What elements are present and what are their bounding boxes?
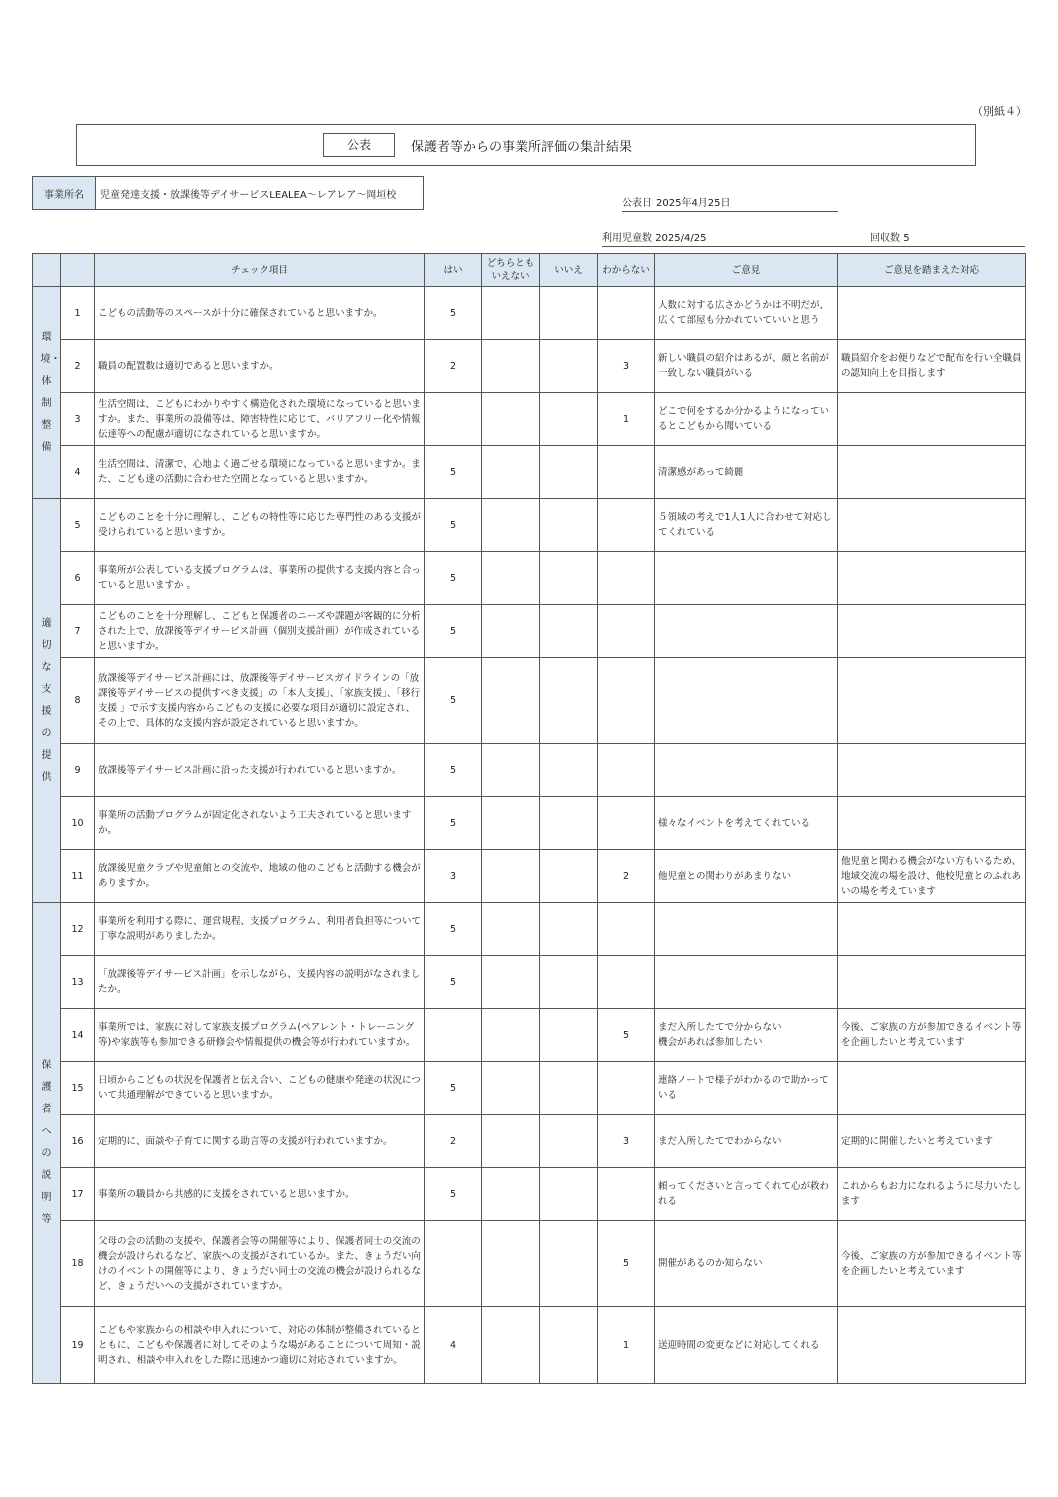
row-yes: 2 — [425, 1115, 482, 1168]
table-row — [33, 850, 1026, 903]
row-yes: 5 — [425, 658, 482, 744]
row-item-text: こどものことを十分理解し、こどもと保護者のニーズや課題が客観的に分析された上で、放課後等デイサービス計画（個別支援計画）が作成されていると思いますか。 — [95, 605, 425, 658]
row-unknown — [598, 1168, 655, 1221]
header-opinion: ご意見 — [655, 254, 838, 287]
row-number: 4 — [61, 446, 95, 499]
row-no — [540, 956, 598, 1009]
row-neither — [482, 1168, 540, 1221]
row-response — [838, 393, 1026, 446]
row-unknown — [598, 903, 655, 956]
row-item-text: 定期的に、面談や子育てに関する助言等の支援が行われていますか。 — [95, 1115, 425, 1168]
row-response — [838, 1307, 1026, 1384]
row-response — [838, 446, 1026, 499]
row-neither — [482, 446, 540, 499]
row-neither — [482, 956, 540, 1009]
row-number: 9 — [61, 744, 95, 797]
table-row — [33, 956, 1026, 1009]
row-neither — [482, 1062, 540, 1115]
row-number: 2 — [61, 340, 95, 393]
table-row — [33, 1062, 1026, 1115]
table-row — [33, 744, 1026, 797]
header-item: チェック項目 — [95, 254, 425, 287]
row-item-text: 事業所を利用する際に、運営規程、支援プログラム、利用者負担等について丁寧な説明がありましたか。 — [95, 903, 425, 956]
row-unknown: 1 — [598, 1307, 655, 1384]
row-yes: 5 — [425, 499, 482, 552]
row-number: 5 — [61, 499, 95, 552]
row-yes: 5 — [425, 956, 482, 1009]
row-no — [540, 797, 598, 850]
row-opinion — [655, 605, 838, 658]
children-label: 利用児童数 — [602, 233, 652, 244]
row-number: 18 — [61, 1221, 95, 1307]
row-unknown — [598, 605, 655, 658]
row-opinion: 開催があるのか知らない — [655, 1221, 838, 1307]
publish-date-line — [622, 194, 838, 212]
row-opinion: ５領域の考えで1人1人に合わせて対応してくれている — [655, 499, 838, 552]
header-no: いいえ — [540, 254, 598, 287]
appendix-note: （別紙４） — [972, 105, 1027, 118]
row-response: 職員紹介をお便りなどで配布を行い全職員の認知向上を目指します — [838, 340, 1026, 393]
row-unknown — [598, 552, 655, 605]
row-item-text: 事業所では、家族に対して家族支援プログラム(ペアレント・トレーニング等)や家族等も参加できる研修会や情報提供の機会等が行われていますか。 — [95, 1009, 425, 1062]
publish-date-value: 2025年4月25日 — [656, 198, 731, 209]
table-row — [33, 287, 1026, 340]
row-yes: 5 — [425, 1168, 482, 1221]
row-response — [838, 797, 1026, 850]
row-yes: 5 — [425, 744, 482, 797]
row-unknown: 5 — [598, 1009, 655, 1062]
row-opinion — [655, 956, 838, 1009]
header-row — [33, 254, 1026, 287]
row-opinion: 頼ってくださいと言ってくれて心が救われる — [655, 1168, 838, 1221]
row-yes — [425, 1221, 482, 1307]
header-number — [61, 254, 95, 287]
row-response — [838, 658, 1026, 744]
row-item-text: 事業所が公表している支援プログラムは、事業所の提供する支援内容と合っていると思いますか 。 — [95, 552, 425, 605]
row-number: 10 — [61, 797, 95, 850]
row-no — [540, 1115, 598, 1168]
row-unknown — [598, 744, 655, 797]
table-body — [33, 287, 1026, 1384]
table-row — [33, 446, 1026, 499]
row-neither — [482, 658, 540, 744]
row-unknown — [598, 658, 655, 744]
row-response — [838, 903, 1026, 956]
row-item-text: こどもや家族からの相談や申入れについて、対応の体制が整備されているとともに、こどもや保護者に対してそのような場があることについて周知・説明され、相談や申入れをした際に迅速かつ適切に対応されていますか。 — [95, 1307, 425, 1384]
row-unknown — [598, 499, 655, 552]
row-item-text: 職員の配置数は適切であると思いますか。 — [95, 340, 425, 393]
children-value: 2025/4/25 — [655, 233, 707, 244]
row-neither — [482, 1221, 540, 1307]
row-yes: 5 — [425, 1062, 482, 1115]
row-response: 今後、ご家族の方が参加できるイベント等を企画したいと考えています — [838, 1009, 1026, 1062]
category-cell — [33, 287, 61, 499]
row-response: これからもお力になれるように尽力いたします — [838, 1168, 1026, 1221]
row-number: 6 — [61, 552, 95, 605]
table-row — [33, 1009, 1026, 1062]
table-row — [33, 1115, 1026, 1168]
row-opinion — [655, 903, 838, 956]
table-row — [33, 903, 1026, 956]
table-row — [33, 605, 1026, 658]
row-response: 今後、ご家族の方が参加できるイベント等を企画したいと考えています — [838, 1221, 1026, 1307]
row-yes: 3 — [425, 850, 482, 903]
row-response — [838, 605, 1026, 658]
header-response: ご意見を踏まえた対応 — [838, 254, 1026, 287]
row-opinion: まだ入所したてでわからない — [655, 1115, 838, 1168]
row-item-text: こどものことを十分に理解し、こどもの特性等に応じた専門性のある支援が受けられていると思いますか。 — [95, 499, 425, 552]
office-name: 児童発達支援・放課後等デイサービスLEALEA～レアレア～岡垣校 — [100, 190, 397, 201]
row-no — [540, 340, 598, 393]
row-number: 19 — [61, 1307, 95, 1384]
row-unknown: 2 — [598, 850, 655, 903]
row-number: 1 — [61, 287, 95, 340]
row-neither — [482, 1115, 540, 1168]
row-number: 7 — [61, 605, 95, 658]
row-opinion: 清潔感があって綺麗 — [655, 446, 838, 499]
row-opinion: まだ入所したてで分からない 機会があれば参加したい — [655, 1009, 838, 1062]
responses-value: 5 — [903, 233, 910, 244]
row-no — [540, 605, 598, 658]
header-yes: はい — [425, 254, 482, 287]
row-yes — [425, 393, 482, 446]
row-item-text: 放課後等デイサービス計画に沿った支援が行われていると思いますか。 — [95, 744, 425, 797]
row-no — [540, 1307, 598, 1384]
row-neither — [482, 850, 540, 903]
row-response — [838, 552, 1026, 605]
row-neither — [482, 797, 540, 850]
row-neither — [482, 903, 540, 956]
row-response — [838, 1062, 1026, 1115]
row-item-text: 生活空間は、清潔で、心地よく過ごせる環境になっていると思いますか。また、こども達の活動に合わせた空間となっていると思いますか。 — [95, 446, 425, 499]
row-no — [540, 552, 598, 605]
row-no — [540, 1168, 598, 1221]
row-yes: 2 — [425, 340, 482, 393]
row-unknown: 3 — [598, 1115, 655, 1168]
row-no — [540, 1221, 598, 1307]
office-label: 事業所名 — [33, 177, 96, 209]
row-unknown: 5 — [598, 1221, 655, 1307]
row-yes: 5 — [425, 446, 482, 499]
responses-label: 回収数 — [870, 233, 900, 244]
row-opinion: 他児童との関わりがあまりない — [655, 850, 838, 903]
row-number: 11 — [61, 850, 95, 903]
row-number: 14 — [61, 1009, 95, 1062]
row-opinion: 送迎時間の変更などに対応してくれる — [655, 1307, 838, 1384]
table-row — [33, 1168, 1026, 1221]
row-opinion — [655, 552, 838, 605]
row-number: 8 — [61, 658, 95, 744]
row-number: 13 — [61, 956, 95, 1009]
category-cell — [33, 903, 61, 1384]
row-item-text: 父母の会の活動の支援や、保護者会等の開催等により、保護者同士の交流の機会が設けられるなど、家族への支援がされているか。また、きょうだい向けのイベントの開催等により、きょうだい同士の交流の機会が設けられるなど、きょうだいへの支援がされていますか。 — [95, 1221, 425, 1307]
table-row — [33, 393, 1026, 446]
row-item-text: こどもの活動等のスペースが十分に確保されていると思いますか。 — [95, 287, 425, 340]
row-no — [540, 1062, 598, 1115]
office-box — [32, 176, 424, 210]
row-yes: 4 — [425, 1307, 482, 1384]
row-response — [838, 499, 1026, 552]
row-yes: 5 — [425, 287, 482, 340]
category-label: 適切な支援の提供 — [41, 617, 52, 783]
row-yes: 5 — [425, 903, 482, 956]
row-response — [838, 287, 1026, 340]
row-neither — [482, 1009, 540, 1062]
row-opinion: どこで何をするか分かるようになっているとこどもから聞いている — [655, 393, 838, 446]
table-row — [33, 552, 1026, 605]
row-unknown — [598, 446, 655, 499]
row-unknown: 1 — [598, 393, 655, 446]
row-unknown: 3 — [598, 340, 655, 393]
row-response — [838, 956, 1026, 1009]
category-label: 保護者への説明等 — [41, 1060, 52, 1225]
counts-line — [602, 229, 1025, 247]
row-neither — [482, 552, 540, 605]
row-opinion: 様々なイベントを考えてくれている — [655, 797, 838, 850]
category-label: 環境・体制整備 — [40, 331, 61, 453]
row-no — [540, 658, 598, 744]
row-neither — [482, 605, 540, 658]
table-row — [33, 340, 1026, 393]
publish-date-label: 公表日 — [622, 198, 652, 209]
row-yes: 5 — [425, 605, 482, 658]
table-row — [33, 797, 1026, 850]
row-opinion: 人数に対する広さかどうかは不明だが、広くて部屋も分かれていていいと思う — [655, 287, 838, 340]
table-row — [33, 499, 1026, 552]
category-cell — [33, 499, 61, 903]
row-item-text: 日頃からこどもの状況を保護者と伝え合い、こどもの健康や発達の状況について共通理解ができていると思いますか。 — [95, 1062, 425, 1115]
row-opinion — [655, 744, 838, 797]
row-item-text: 事業所の活動プログラムが固定化されないよう工夫されていると思いますか。 — [95, 797, 425, 850]
evaluation-table — [32, 253, 1026, 1384]
row-unknown — [598, 1062, 655, 1115]
page-title: 保護者等からの事業所評価の集計結果 — [411, 140, 633, 155]
header-unknown: わからない — [598, 254, 655, 287]
row-item-text: 事業所の職員から共感的に支援をされていると思いますか。 — [95, 1168, 425, 1221]
row-no — [540, 446, 598, 499]
row-no — [540, 744, 598, 797]
row-no — [540, 287, 598, 340]
row-no — [540, 393, 598, 446]
row-neither — [482, 499, 540, 552]
table-row — [33, 1307, 1026, 1384]
row-yes: 5 — [425, 552, 482, 605]
row-no — [540, 850, 598, 903]
row-neither — [482, 393, 540, 446]
row-neither — [482, 1307, 540, 1384]
row-item-text: 生活空間は、こどもにわかりやすく構造化された環境になっていると思いますか。また、事業所の設備等は、障害特性に応じて、バリアフリー化や情報伝達等への配慮が適切になされていると思いますか。 — [95, 393, 425, 446]
row-response: 定期的に開催したいと考えています — [838, 1115, 1026, 1168]
row-number: 17 — [61, 1168, 95, 1221]
row-yes: 5 — [425, 797, 482, 850]
row-response — [838, 744, 1026, 797]
row-number: 3 — [61, 393, 95, 446]
row-number: 16 — [61, 1115, 95, 1168]
row-opinion: 連絡ノートで様子がわかるので助かっている — [655, 1062, 838, 1115]
row-no — [540, 903, 598, 956]
header-neither: どちらとも いえない — [482, 254, 540, 287]
table-row — [33, 658, 1026, 744]
row-opinion — [655, 658, 838, 744]
row-number: 12 — [61, 903, 95, 956]
row-item-text: 放課後等デイサービス計画には、放課後等デイサービスガイドラインの「放課後等デイサービスの提供すべき支援」の「本人支援」、「家族支援」、「移行支援 」で示す支援内容からこどもの支援に必要な項目が適切に設定され、その上で、具体的な支援内容が設定されていると思いますか。 — [95, 658, 425, 744]
row-unknown — [598, 956, 655, 1009]
row-neither — [482, 340, 540, 393]
row-item-text: 放課後児童クラブや児童館との交流や、地域の他のこどもと活動する機会がありますか。 — [95, 850, 425, 903]
row-neither — [482, 287, 540, 340]
row-response: 他児童と関わる機会がない方もいるため、地域交流の場を設け、他校児童とのふれあいの場を考えています — [838, 850, 1026, 903]
header-category — [33, 254, 61, 287]
row-no — [540, 499, 598, 552]
row-neither — [482, 744, 540, 797]
row-item-text: 「放課後等デイサービス計画」を示しながら、支援内容の説明がなされましたか。 — [95, 956, 425, 1009]
publish-label: 公表 — [323, 133, 395, 157]
row-yes — [425, 1009, 482, 1062]
table-row — [33, 1221, 1026, 1307]
row-number: 15 — [61, 1062, 95, 1115]
row-no — [540, 1009, 598, 1062]
row-opinion: 新しい職員の紹介はあるが、顔と名前が一致しない職員がいる — [655, 340, 838, 393]
row-unknown — [598, 287, 655, 340]
row-unknown — [598, 797, 655, 850]
title-box — [76, 124, 976, 166]
